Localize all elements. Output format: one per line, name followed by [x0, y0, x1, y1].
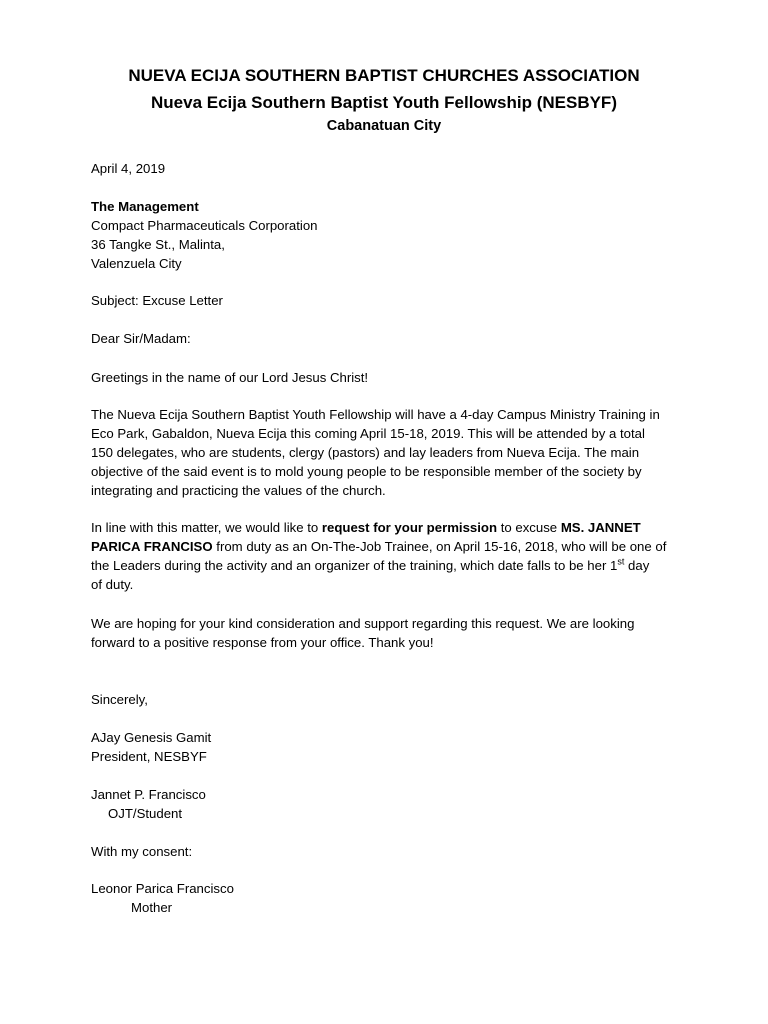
- paragraph-closing-request: [91, 614, 679, 652]
- fellowship-heading: Nueva Ecija Southern Baptist Youth Fellowship (NESBYF): [151, 93, 617, 112]
- request-text: In line with this matter, we would like to: [91, 520, 322, 535]
- paragraph-line: forward to a positive response from your office. Thank you!: [91, 635, 434, 650]
- salutation: Dear Sir/Madam:: [91, 331, 191, 346]
- recipient-attention: The Management: [91, 199, 199, 214]
- president-title: President, NESBYF: [91, 749, 207, 764]
- closing: Sincerely,: [91, 692, 148, 707]
- recipient-city: Valenzuela City: [91, 256, 182, 271]
- paragraph-line: We are hoping for your kind consideration and support regarding this request. We are looking: [91, 616, 635, 631]
- paragraph-line: [91, 556, 679, 575]
- student-signature: [91, 785, 679, 823]
- paragraph-line: [91, 537, 679, 556]
- paragraph-line: Eco Park, Gabaldon, Nueva Ecija this coming April 15-18, 2019. This will be attended by a total: [91, 426, 645, 441]
- letter-date: April 4, 2019: [91, 161, 166, 176]
- request-text: day: [624, 558, 650, 573]
- recipient-street: 36 Tangke St., Malinta,: [91, 237, 225, 252]
- request-text: to excuse: [497, 520, 561, 535]
- trainee-name-emphasis: PARICA FRANCISO: [91, 539, 213, 554]
- greeting: Greetings in the name of our Lord Jesus Christ!: [91, 370, 369, 385]
- mother-title: Mother: [131, 900, 173, 915]
- consent-label: With my consent:: [91, 844, 193, 859]
- recipient-address: [91, 197, 679, 273]
- paragraph-event: [91, 405, 679, 500]
- paragraph-line: objective of the said event is to mold young people to be responsible member of the society by: [91, 464, 642, 479]
- association-heading: NUEVA ECIJA SOUTHERN BAPTIST CHURCHES ASSOCIATION: [128, 66, 640, 85]
- ordinal-superscript: st: [617, 556, 625, 567]
- paragraph-line: The Nueva Ecija Southern Baptist Youth Fellowship will have a 4-day Campus Ministry Training in: [91, 407, 660, 422]
- request-emphasis: request for your permission: [321, 520, 498, 535]
- paragraph-line: 150 delegates, who are students, clergy (pastors) and lay leaders from Nueva Ecija. The main: [91, 445, 640, 460]
- paragraph-line: of duty.: [91, 577, 134, 592]
- recipient-company: Compact Pharmaceuticals Corporation: [91, 218, 318, 233]
- paragraph-line: integrating and practicing the values of the church.: [91, 483, 386, 498]
- mother-name: Leonor Parica Francisco: [91, 881, 234, 896]
- request-text: the Leaders during the activity and an organizer of the training, which date falls to be her 1: [91, 558, 618, 573]
- paragraph-line: [91, 518, 679, 537]
- request-text: from duty as an On-The-Job Trainee, on April 15-16, 2018, who will be one of: [212, 539, 667, 554]
- city-heading: Cabanatuan City: [326, 118, 442, 134]
- student-name: Jannet P. Francisco: [91, 787, 206, 802]
- paragraph-request: [91, 518, 679, 594]
- subject-line: Subject: Excuse Letter: [91, 293, 223, 308]
- president-name: AJay Genesis Gamit: [91, 730, 212, 745]
- president-signature: [91, 728, 679, 766]
- student-title: OJT/Student: [108, 806, 183, 821]
- trainee-name-emphasis: MS. JANNET: [560, 520, 641, 535]
- mother-signature: [91, 879, 679, 917]
